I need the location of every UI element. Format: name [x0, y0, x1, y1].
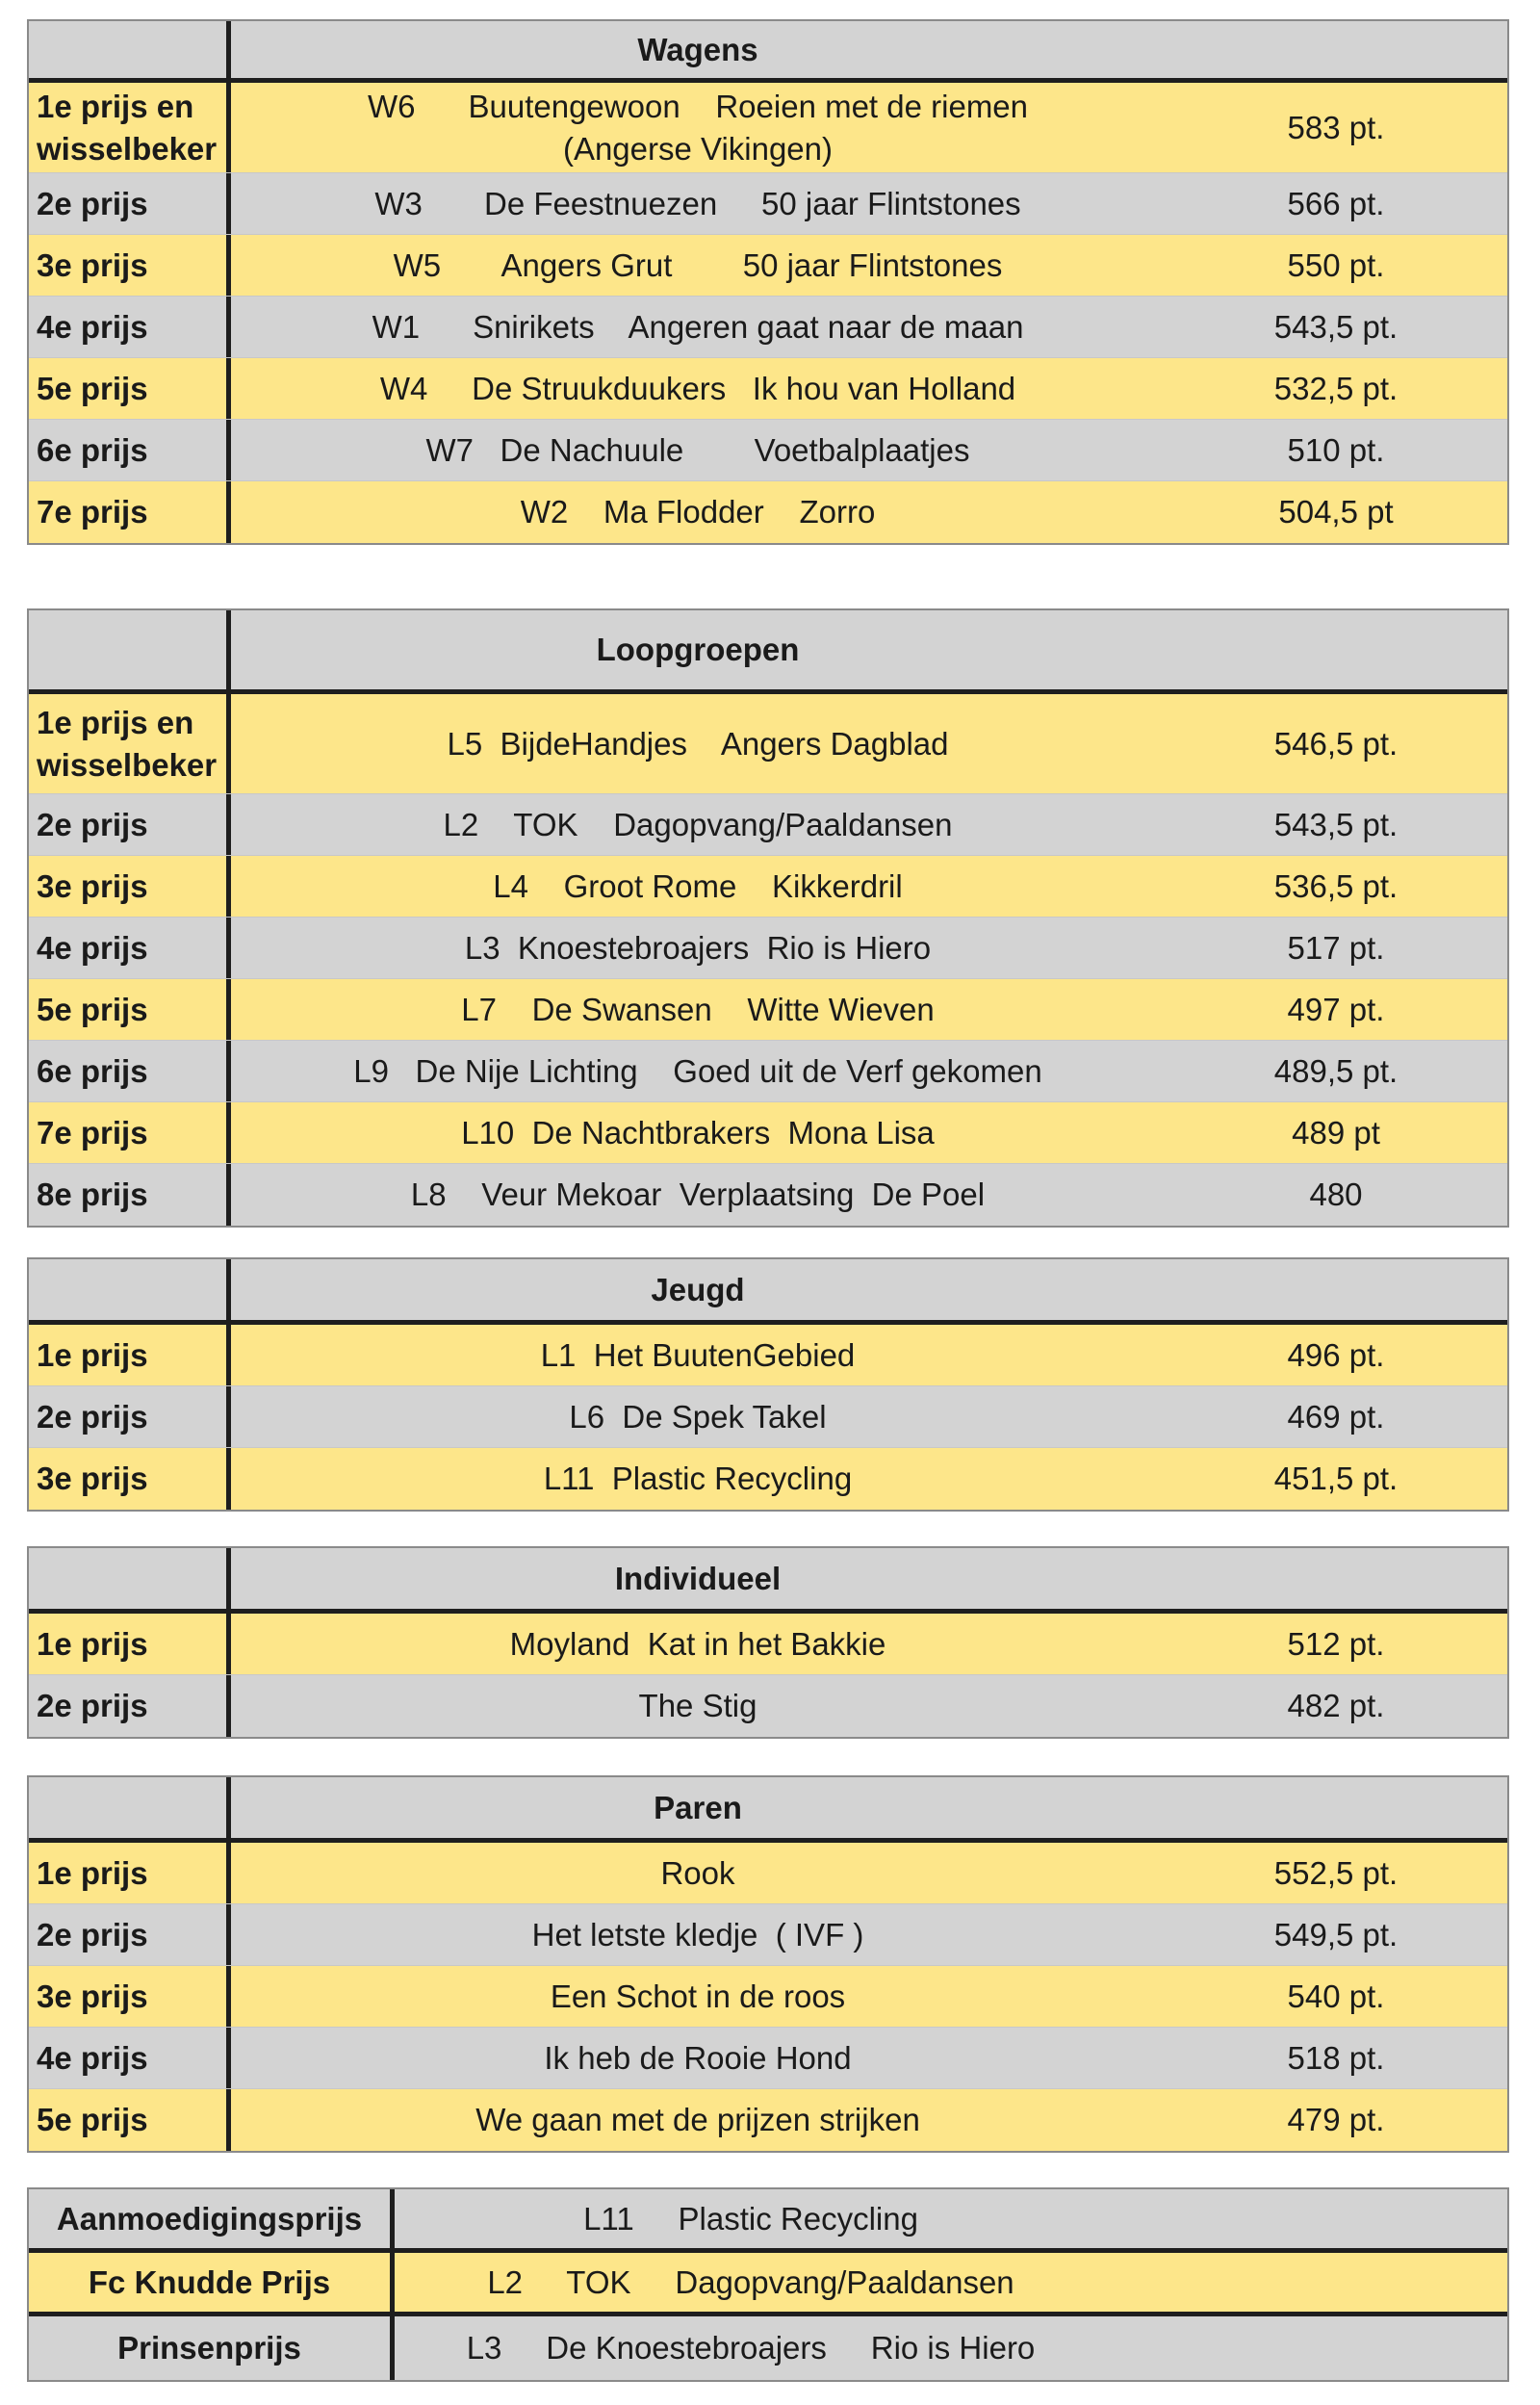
points-cell: 583 pt.	[1287, 109, 1385, 145]
loopgroepen-table	[27, 608, 1509, 1228]
points-cell: 482 pt.	[1287, 1688, 1385, 1723]
entry-cell: W7 De Nachuule Voetbalplaatjes	[425, 431, 970, 468]
points-cell: 546,5 pt.	[1273, 725, 1399, 762]
table-row	[29, 235, 1507, 297]
prize-cell: 6e prijs	[29, 420, 231, 480]
section-title: Loopgroepen	[596, 632, 800, 667]
entry-cell: L7 De Swansen Witte Wieven	[461, 991, 935, 1027]
individueel-table	[27, 1546, 1509, 1739]
points-cell: 489,5 pt.	[1273, 1052, 1399, 1089]
points-cell: 479 pt.	[1287, 2102, 1385, 2137]
points-cell: 550 pt.	[1287, 246, 1385, 283]
prize-cell: 6e prijs	[29, 1041, 231, 1101]
points-cell: 469 pt.	[1287, 1398, 1385, 1435]
entry-cell: W4 De Struukduukers Ik hou van Holland	[379, 370, 1016, 406]
points-cell: 566 pt.	[1287, 185, 1385, 221]
table-row	[29, 1843, 1507, 1904]
wagens-table	[27, 19, 1509, 545]
table-row	[29, 2253, 1507, 2316]
prize-cell: 5e prijs	[29, 979, 231, 1040]
points-cell: 518 pt.	[1287, 2039, 1385, 2076]
table-row	[29, 694, 1507, 794]
points-cell: 510 pt.	[1287, 431, 1385, 468]
points-cell: 497 pt.	[1287, 991, 1385, 1027]
prize-cell: 2e prijs	[29, 1904, 231, 1965]
prize-cell: Prinsenprijs	[29, 2316, 395, 2380]
table-header	[29, 1259, 1507, 1325]
entry-cell: L3 Knoestebroajers Rio is Hiero	[464, 929, 932, 966]
entry-cell: Het letste kledje ( IVF )	[531, 1916, 864, 1952]
table-row	[29, 358, 1507, 420]
entry-cell: L1 Het BuutenGebied	[540, 1336, 856, 1373]
prize-cell: 1e prijs en wisselbeker	[29, 83, 231, 172]
table-row	[29, 1675, 1507, 1737]
table-header	[29, 1777, 1507, 1843]
prize-cell: Aanmoedigingsprijs	[29, 2189, 395, 2248]
prize-cell: 2e prijs	[29, 1675, 231, 1737]
table-row	[29, 1966, 1507, 2028]
entry-cell: Moyland Kat in het Bakkie	[509, 1625, 886, 1662]
table-row	[29, 2189, 1507, 2253]
prize-cell: 3e prijs	[29, 235, 231, 296]
entry-cell: L3 De Knoestebroajers Rio is Hiero	[466, 2330, 1036, 2366]
section-title: Wagens	[637, 31, 758, 67]
table-row	[29, 2316, 1507, 2380]
entry-cell: W1 Snirikets Angeren gaat naar de maan	[372, 308, 1024, 345]
points-cell: 532,5 pt.	[1273, 370, 1399, 406]
table-row	[29, 1614, 1507, 1675]
entry-cell: L6 De Spek Takel	[569, 1398, 827, 1435]
paren-table	[27, 1775, 1509, 2153]
entry-cell: Rook	[660, 1854, 735, 1891]
points-cell: 480	[1309, 1177, 1363, 1212]
table-row	[29, 173, 1507, 235]
section-title: Jeugd	[651, 1271, 745, 1307]
table-row	[29, 1448, 1507, 1510]
table-row	[29, 918, 1507, 979]
prize-cell: 8e prijs	[29, 1164, 231, 1226]
prize-cell: 1e prijs	[29, 1843, 231, 1903]
jeugd-table	[27, 1257, 1509, 1512]
table-row	[29, 420, 1507, 481]
prize-cell: 5e prijs	[29, 358, 231, 419]
prize-cell: 1e prijs	[29, 1614, 231, 1674]
section-title: Individueel	[614, 1560, 782, 1596]
prize-cell: 7e prijs	[29, 1102, 231, 1163]
entry-cell: L9 De Nije Lichting Goed uit de Verf gekomen	[353, 1052, 1042, 1089]
entry-cell: L5 BijdeHandjes Angers Dagblad	[447, 725, 949, 762]
entry-cell: L8 Veur Mekoar Verplaatsing De Poel	[410, 1177, 986, 1212]
table-header	[29, 21, 1507, 83]
points-cell: 552,5 pt.	[1273, 1854, 1399, 1891]
prize-cell: 2e prijs	[29, 173, 231, 234]
section-title: Paren	[654, 1789, 742, 1825]
points-cell: 540 pt.	[1287, 1978, 1385, 2014]
prize-cell: Fc Knudde Prijs	[29, 2253, 395, 2312]
prize-cell: 7e prijs	[29, 481, 231, 543]
table-row	[29, 1386, 1507, 1448]
prize-cell: 3e prijs	[29, 1448, 231, 1510]
prize-cell: 5e prijs	[29, 2089, 231, 2151]
entry-cell: W5 Angers Grut 50 jaar Flintstones	[393, 246, 1003, 283]
prize-cell: 2e prijs	[29, 794, 231, 855]
prize-cell: 2e prijs	[29, 1386, 231, 1447]
entry-cell: Een Schot in de roos	[550, 1978, 846, 2014]
points-cell: 536,5 pt.	[1273, 867, 1399, 904]
points-cell: 549,5 pt.	[1273, 1916, 1399, 1952]
entry-cell: W6 Buutengewoon Roeien met de riemen (Angerse Vikingen)	[367, 88, 1029, 167]
prize-cell: 1e prijs en wisselbeker	[29, 694, 231, 793]
prize-cell: 4e prijs	[29, 2028, 231, 2088]
special-prizes-table	[27, 2187, 1509, 2382]
points-cell: 512 pt.	[1287, 1625, 1385, 1662]
entry-cell: W3 De Feestnuezen 50 jaar Flintstones	[374, 185, 1021, 221]
entry-cell: L2 TOK Dagopvang/Paaldansen	[443, 806, 953, 842]
points-cell: 517 pt.	[1287, 929, 1385, 966]
table-row	[29, 1041, 1507, 1102]
table-row	[29, 856, 1507, 918]
entry-cell: W2 Ma Flodder Zorro	[520, 494, 876, 530]
table-row	[29, 979, 1507, 1041]
table-row	[29, 1102, 1507, 1164]
points-cell: 543,5 pt.	[1273, 806, 1399, 842]
table-row	[29, 2089, 1507, 2151]
entry-cell: We gaan met de prijzen strijken	[475, 2102, 920, 2137]
prize-cell: 4e prijs	[29, 918, 231, 978]
points-cell: 489 pt	[1292, 1114, 1380, 1151]
points-cell: 451,5 pt.	[1273, 1461, 1399, 1496]
prize-cell: 3e prijs	[29, 856, 231, 917]
prize-cell: 3e prijs	[29, 1966, 231, 2027]
table-header	[29, 1548, 1507, 1614]
prize-cell: 1e prijs	[29, 1325, 231, 1385]
points-cell: 496 pt.	[1287, 1336, 1385, 1373]
table-row	[29, 1904, 1507, 1966]
entry-cell: L4 Groot Rome Kikkerdril	[493, 867, 903, 904]
entry-cell: L2 TOK Dagopvang/Paaldansen	[487, 2263, 1014, 2300]
table-row	[29, 1325, 1507, 1386]
entry-cell: The Stig	[638, 1688, 757, 1723]
table-row	[29, 481, 1507, 543]
table-row	[29, 794, 1507, 856]
points-cell: 504,5 pt	[1278, 494, 1394, 530]
points-cell: 543,5 pt.	[1273, 308, 1399, 345]
prize-cell: 4e prijs	[29, 297, 231, 357]
table-row	[29, 1164, 1507, 1226]
entry-cell: L10 De Nachtbrakers Mona Lisa	[461, 1114, 935, 1151]
table-header	[29, 610, 1507, 694]
table-row	[29, 2028, 1507, 2089]
entry-cell: L11 Plastic Recycling	[583, 2200, 918, 2237]
table-row	[29, 297, 1507, 358]
table-row	[29, 83, 1507, 173]
entry-cell: L11 Plastic Recycling	[543, 1461, 853, 1496]
entry-cell: Ik heb de Rooie Hond	[544, 2039, 852, 2076]
